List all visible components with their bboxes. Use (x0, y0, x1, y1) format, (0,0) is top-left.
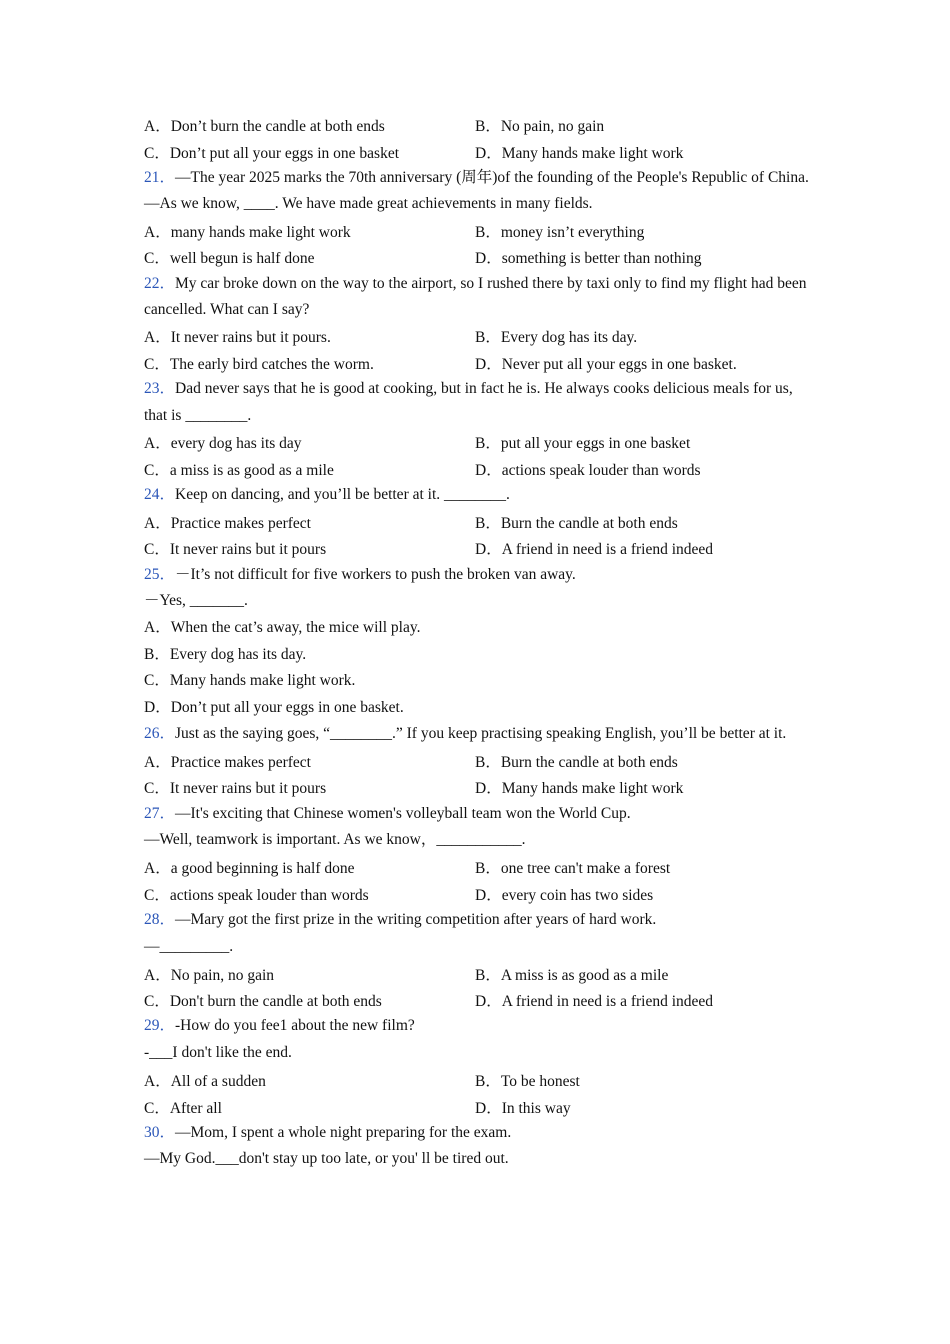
question-25 (144, 562, 810, 589)
option-a: A．No pain, no gain (144, 966, 275, 984)
question-26 (144, 721, 810, 747)
options-row (144, 429, 810, 456)
options-row (144, 854, 810, 881)
option-b: B．To be honest (475, 1072, 580, 1090)
option-d: D．Never put all your eggs in one basket. (475, 356, 737, 374)
option-d: D．In this way (475, 1099, 571, 1117)
option-a: A．When the cat’s away, the mice will play. (144, 618, 421, 636)
question-text: —It's exciting that Chinese women's volleyball team won the World Cup. (175, 804, 631, 822)
question-24 (144, 482, 810, 509)
question-28 (144, 907, 810, 934)
option-c: C．actions speak louder than words (144, 886, 369, 904)
option-c: C．Many hands make light work. (144, 672, 356, 690)
question-number: 23． (144, 380, 176, 398)
option-c: C．a miss is as good as a mile (144, 461, 334, 479)
options-row (144, 535, 810, 562)
option-b: B．Every dog has its day. (144, 645, 307, 663)
question-text: Dad never says that he is good at cooking, but in fact he is. He always cooks delicious meals for us, that is ________. (144, 380, 793, 424)
question-27 (144, 801, 810, 828)
question-text: Just as the saying goes, “________.” If you keep practising speaking English, you’ll be better at it. (175, 725, 787, 743)
option-d: D．something is better than nothing (475, 250, 702, 268)
option-b: B．money isn’t everything (475, 223, 645, 241)
option-c: C．Don't burn the candle at both ends (144, 993, 382, 1011)
option-a: A．a good beginning is half done (144, 860, 355, 878)
question-text: —Well, teamwork is important. As we know，___________. (144, 831, 526, 849)
question-22 (144, 271, 810, 323)
question-text: —My God.___don't stay up too late, or you' ll be tired out. (144, 1150, 509, 1168)
option-a: A．many hands make light work (144, 223, 351, 241)
question-text: －Yes, _______. (144, 592, 248, 610)
option-b: B．put all your eggs in one basket (475, 435, 691, 453)
question-text: —The year 2025 marks the 70th anniversary (周年)of the founding of the People's Republic of China. (175, 169, 809, 187)
option-d: D．every coin has two sides (475, 886, 654, 904)
option-d: D．Many hands make light work (475, 780, 684, 798)
question-text: —Mom, I spent a whole night preparing for the exam. (175, 1123, 512, 1141)
option-d: D．actions speak louder than words (475, 461, 701, 479)
option-d: D．A friend in need is a friend indeed (475, 993, 714, 1011)
worksheet (144, 112, 810, 1173)
options-row (144, 139, 810, 166)
question-number: 30． (144, 1123, 176, 1141)
option-c: C．After all (144, 1099, 222, 1117)
option-c: C．It never rains but it pours (144, 541, 327, 559)
question-number: 21． (144, 169, 176, 187)
options-row (144, 350, 810, 377)
options-row (144, 509, 810, 536)
option-a: A．every dog has its day (144, 435, 302, 453)
option-a: A．Practice makes perfect (144, 753, 311, 771)
option-d: D．A friend in need is a friend indeed (475, 541, 714, 559)
question-number: 25． (144, 565, 176, 583)
question-text: -How do you fee1 about the new film? (175, 1017, 415, 1035)
option-c: C．well begun is half done (144, 250, 315, 268)
question-text: Keep on dancing, and you’ll be better at it. ________. (175, 485, 510, 503)
question-text: -___I don't like the end. (144, 1044, 292, 1062)
question-23 (144, 376, 810, 428)
options-row (144, 455, 810, 482)
question-text: —_________. (144, 937, 234, 955)
option-d: D．Don’t put all your eggs in one basket. (144, 698, 404, 716)
question-text: －It’s not difficult for five workers to push the broken van away. (175, 565, 576, 583)
options-row (144, 323, 810, 350)
options-row (144, 1067, 810, 1094)
option-c: C．The early bird catches the worm. (144, 356, 374, 374)
option-a: A．It never rains but it pours. (144, 329, 331, 347)
option-b: B．Every dog has its day. (475, 329, 638, 347)
options-row (144, 987, 810, 1014)
question-text: —Mary got the first prize in the writing competition after years of hard work. (175, 911, 657, 929)
option-a: A．All of a sudden (144, 1072, 266, 1090)
option-c: C．It never rains but it pours (144, 780, 327, 798)
options-row (144, 112, 810, 139)
options-row (144, 244, 810, 271)
question-number: 24． (144, 485, 176, 503)
question-text: My car broke down on the way to the airport, so I rushed there by taxi only to find my flight had been cancelled. What can I say? (144, 274, 807, 318)
option-d: D．Many hands make light work (475, 144, 684, 162)
question-number: 27． (144, 804, 176, 822)
question-number: 28． (144, 911, 176, 929)
option-b: B．Burn the candle at both ends (475, 753, 678, 771)
options-row (144, 748, 810, 775)
option-c: C．Don’t put all your eggs in one basket (144, 144, 400, 162)
option-b: B．No pain, no gain (475, 118, 605, 136)
option-b: B．one tree can't make a forest (475, 860, 671, 878)
option-b: B．A miss is as good as a mile (475, 966, 669, 984)
options-row (144, 218, 810, 245)
options-row (144, 960, 810, 987)
question-number: 22． (144, 274, 176, 292)
question-number: 26． (144, 725, 176, 743)
option-b: B．Burn the candle at both ends (475, 514, 678, 532)
question-29 (144, 1013, 810, 1040)
question-30 (144, 1120, 810, 1147)
question-text: —As we know, ____. We have made great achievements in many fields. (144, 195, 593, 213)
options-row (144, 774, 810, 801)
question-21 (144, 165, 810, 191)
option-a: A．Practice makes perfect (144, 514, 311, 532)
option-a: A．Don’t burn the candle at both ends (144, 118, 385, 136)
options-row (144, 1093, 810, 1120)
question-number: 29． (144, 1017, 176, 1035)
options-row (144, 880, 810, 907)
